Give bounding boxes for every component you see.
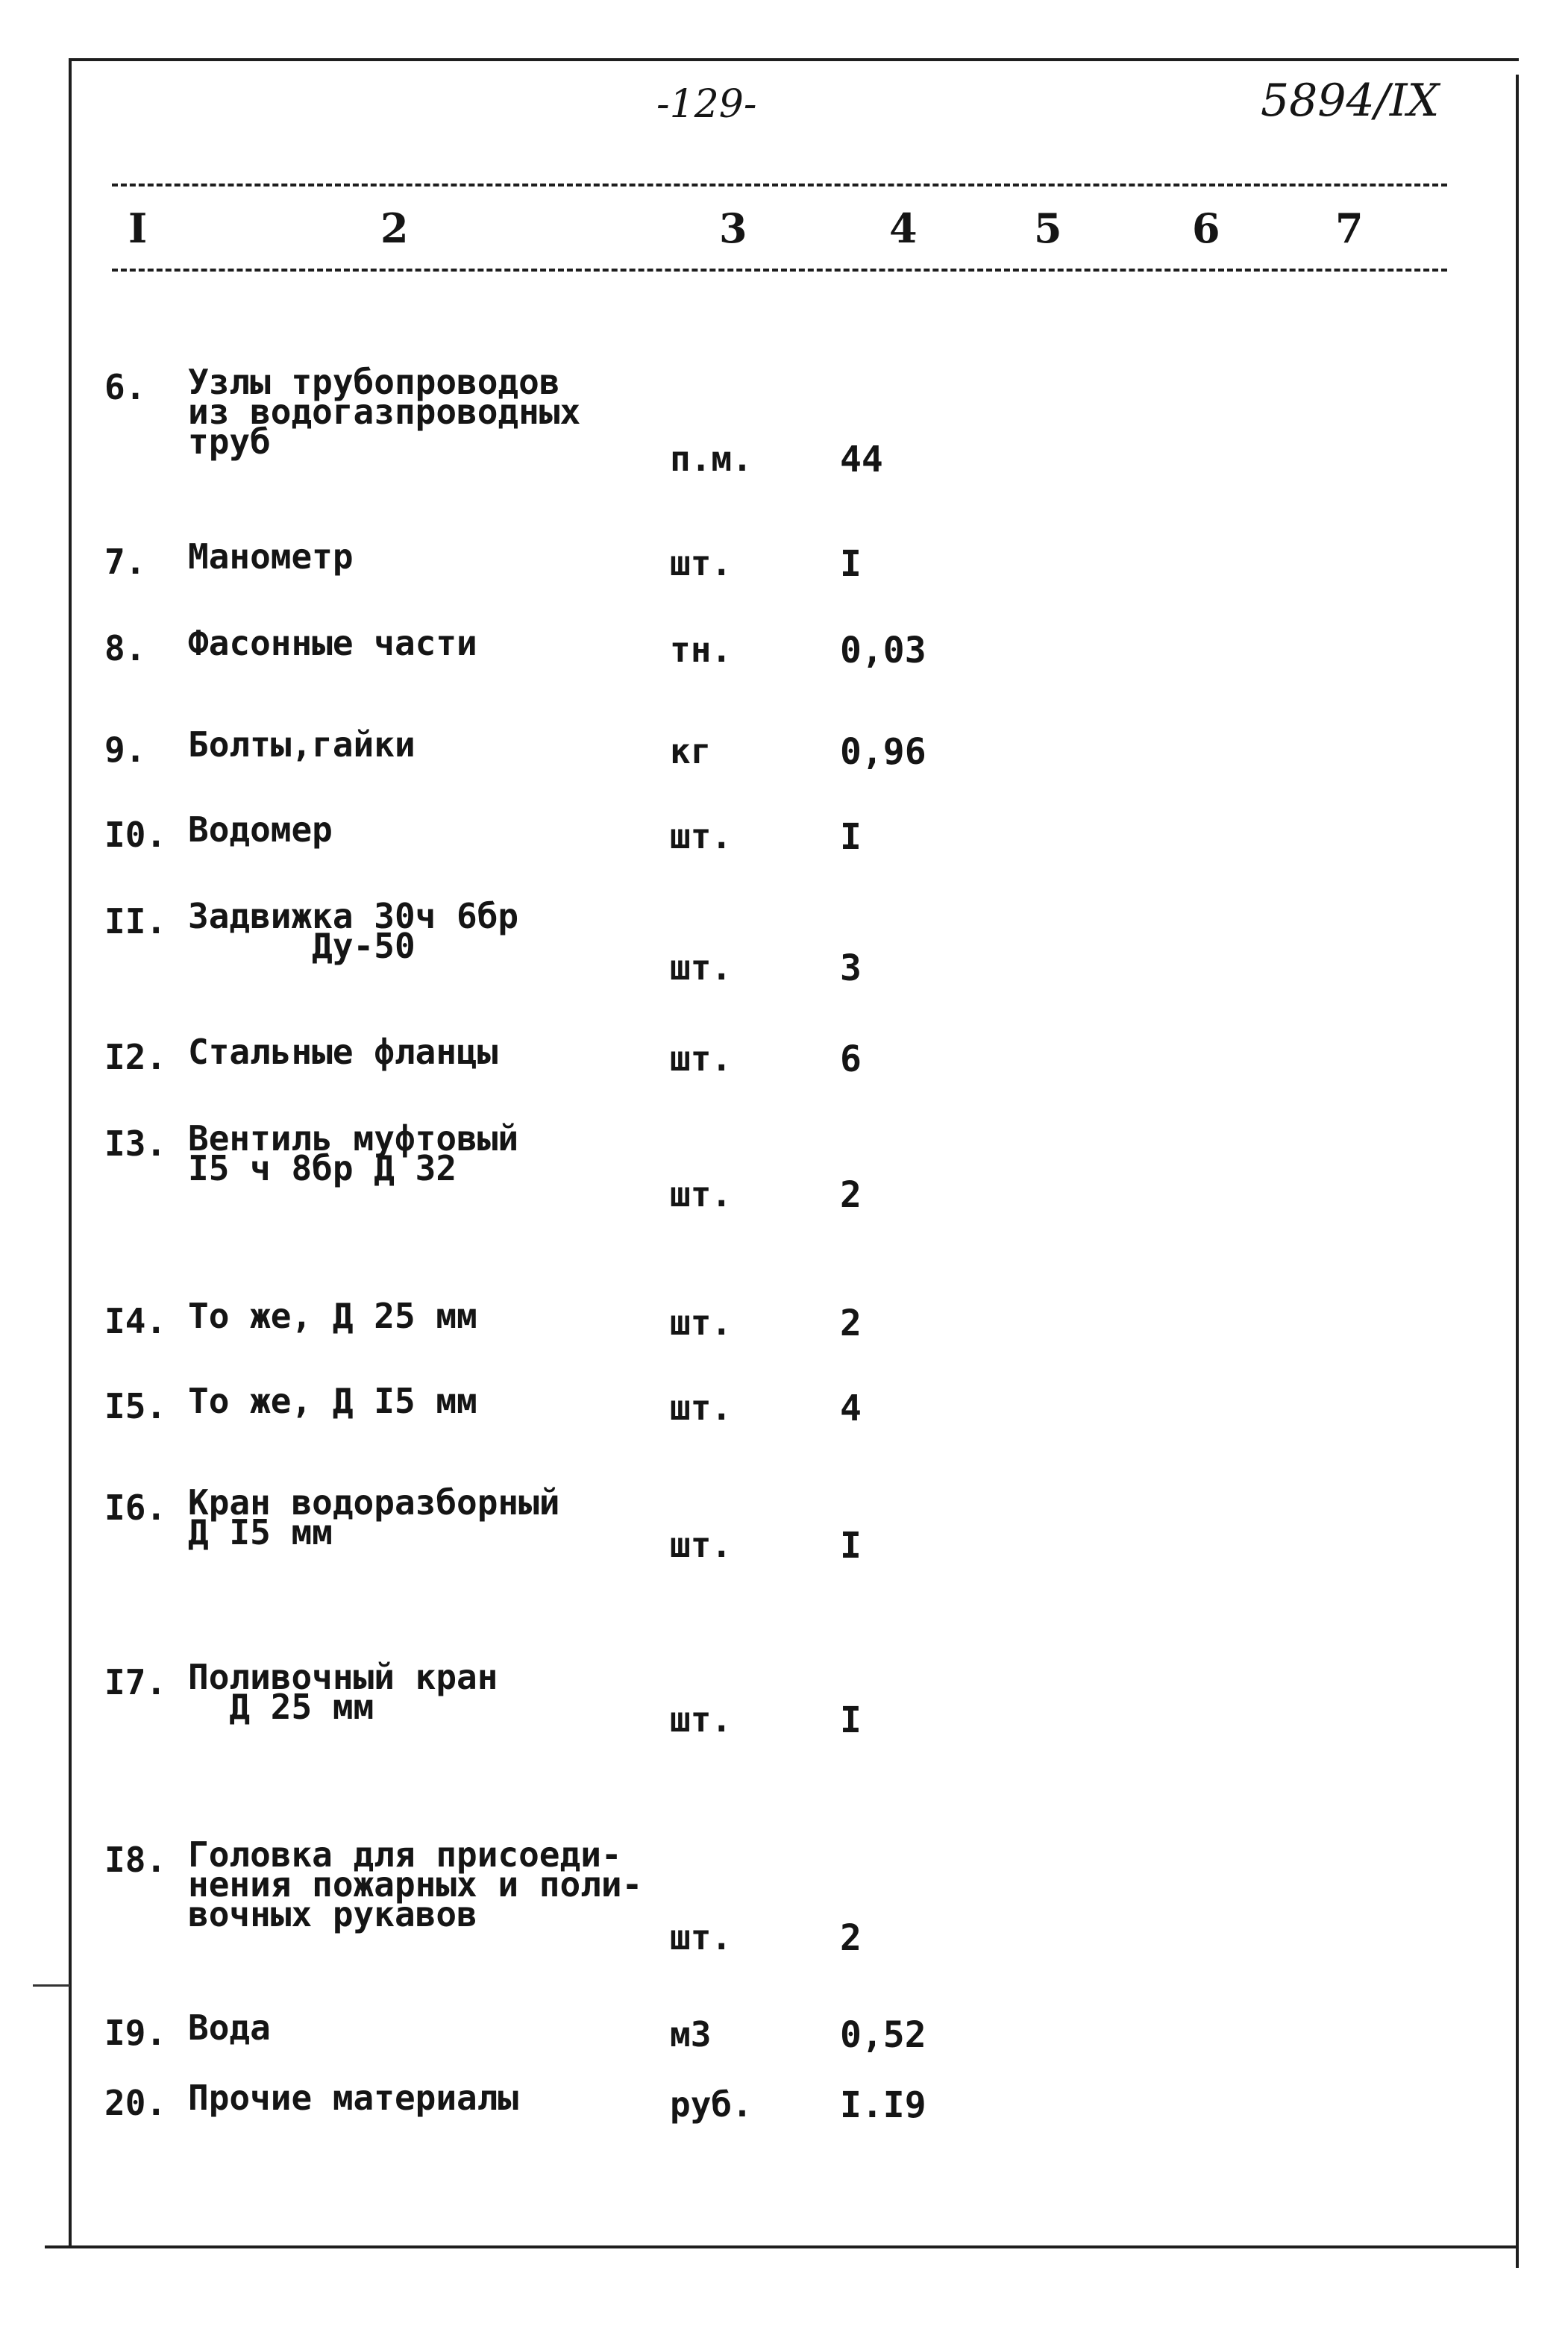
item-name-line: Поливочный кран [188, 1657, 498, 1697]
item-name-line: Д 25 мм [188, 1687, 374, 1727]
header-rule-top [112, 184, 1447, 187]
item-name-line: Задвижка 30ч 6бр [188, 896, 519, 936]
unit-of-measure: шт. [670, 1917, 733, 1958]
item-name-line: Вода [188, 2008, 271, 2048]
column-number-4: 4 [889, 204, 918, 252]
item-name-line: I5 ч 8бр Д 32 [188, 1148, 457, 1188]
row-number: I0. [104, 815, 167, 855]
unit-of-measure: шт. [670, 1699, 733, 1740]
page-frame-bottom [45, 2245, 1519, 2248]
row-number: I8. [104, 1840, 167, 1880]
item-name-line: Фасонные части [188, 623, 477, 663]
item-name-line: То же, Д I5 мм [188, 1381, 477, 1421]
item-name-line: Водомер [188, 809, 333, 850]
unit-of-measure: шт. [670, 816, 733, 856]
page-frame-right [1516, 75, 1519, 2268]
quantity: 0,96 [840, 731, 926, 773]
row-number: I4. [104, 1301, 167, 1341]
row-number: I9. [104, 2013, 167, 2053]
item-name [188, 1834, 755, 1934]
column-number-3: 3 [719, 204, 747, 252]
row-number: I6. [104, 1488, 167, 1528]
row-number: II. [104, 901, 167, 941]
unit-of-measure: шт. [670, 1388, 733, 1428]
row-number: I3. [104, 1123, 167, 1164]
page-frame-top [69, 58, 1519, 61]
item-name-line: Ду-50 [188, 926, 415, 966]
unit-of-measure: шт. [670, 1174, 733, 1214]
unit-of-measure: м3 [670, 2014, 712, 2055]
item-name-line: труб [188, 421, 271, 462]
column-number-1: I [128, 204, 148, 252]
item-name-line: из водогазпроводных [188, 392, 581, 432]
unit-of-measure: руб. [670, 2084, 753, 2125]
item-name-line: нения пожарных и поли- [188, 1864, 643, 1905]
unit-of-measure: п.м. [670, 439, 753, 479]
row-number: 7. [104, 542, 146, 582]
unit-of-measure: шт. [670, 1038, 733, 1079]
item-name-line: Вентиль муфтовый [188, 1118, 519, 1159]
column-number-7: 7 [1335, 204, 1364, 252]
quantity: I [840, 816, 862, 858]
quantity: 2 [840, 1917, 862, 1959]
quantity: 2 [840, 1174, 862, 1216]
quantity: 3 [840, 947, 862, 989]
quantity: 0,03 [840, 630, 926, 671]
quantity: 0,52 [840, 2014, 926, 2056]
item-name-line: Стальные фланцы [188, 1032, 498, 1072]
quantity: I [840, 1699, 862, 1741]
quantity: I [840, 1525, 862, 1567]
unit-of-measure: шт. [670, 1525, 733, 1565]
row-number: 6. [104, 367, 146, 407]
quantity: 6 [840, 1038, 862, 1080]
row-number: 8. [104, 628, 146, 668]
row-number: 9. [104, 730, 146, 770]
document-reference: 5894/IX [1261, 75, 1440, 127]
item-name-line: Кран водоразборный [188, 1482, 560, 1523]
row-number: 20. [104, 2083, 167, 2123]
quantity: 4 [840, 1388, 862, 1429]
item-name-line: Узлы трубопроводов [188, 362, 560, 402]
column-number-6: 6 [1192, 204, 1220, 252]
unit-of-measure: шт. [670, 543, 733, 583]
item-name-line: То же, Д 25 мм [188, 1296, 477, 1336]
quantity: 44 [840, 439, 883, 480]
item-name-line: Манометр [188, 536, 354, 577]
quantity: I.I9 [840, 2084, 926, 2126]
quantity: I [840, 543, 862, 585]
item-name-line: Болты,гайки [188, 724, 415, 765]
page-number: -129- [656, 82, 757, 127]
item-name-line: Прочие материалы [188, 2078, 519, 2118]
row-number: I5. [104, 1386, 167, 1426]
unit-of-measure: шт. [670, 1303, 733, 1343]
column-number-5: 5 [1034, 204, 1062, 252]
margin-mark [33, 1984, 70, 1987]
page-frame-left [69, 58, 72, 2247]
column-number-2: 2 [380, 204, 409, 252]
quantity: 2 [840, 1303, 862, 1344]
unit-of-measure: тн. [670, 630, 733, 670]
unit-of-measure: кг [670, 731, 712, 771]
unit-of-measure: шт. [670, 947, 733, 988]
item-name-line: вочных рукавов [188, 1894, 477, 1934]
item-name-line: Д I5 мм [188, 1512, 333, 1552]
row-number: I7. [104, 1662, 167, 1702]
header-rule-bottom [112, 269, 1447, 272]
item-name-line: Головка для присоеди- [188, 1834, 622, 1875]
row-number: I2. [104, 1037, 167, 1077]
